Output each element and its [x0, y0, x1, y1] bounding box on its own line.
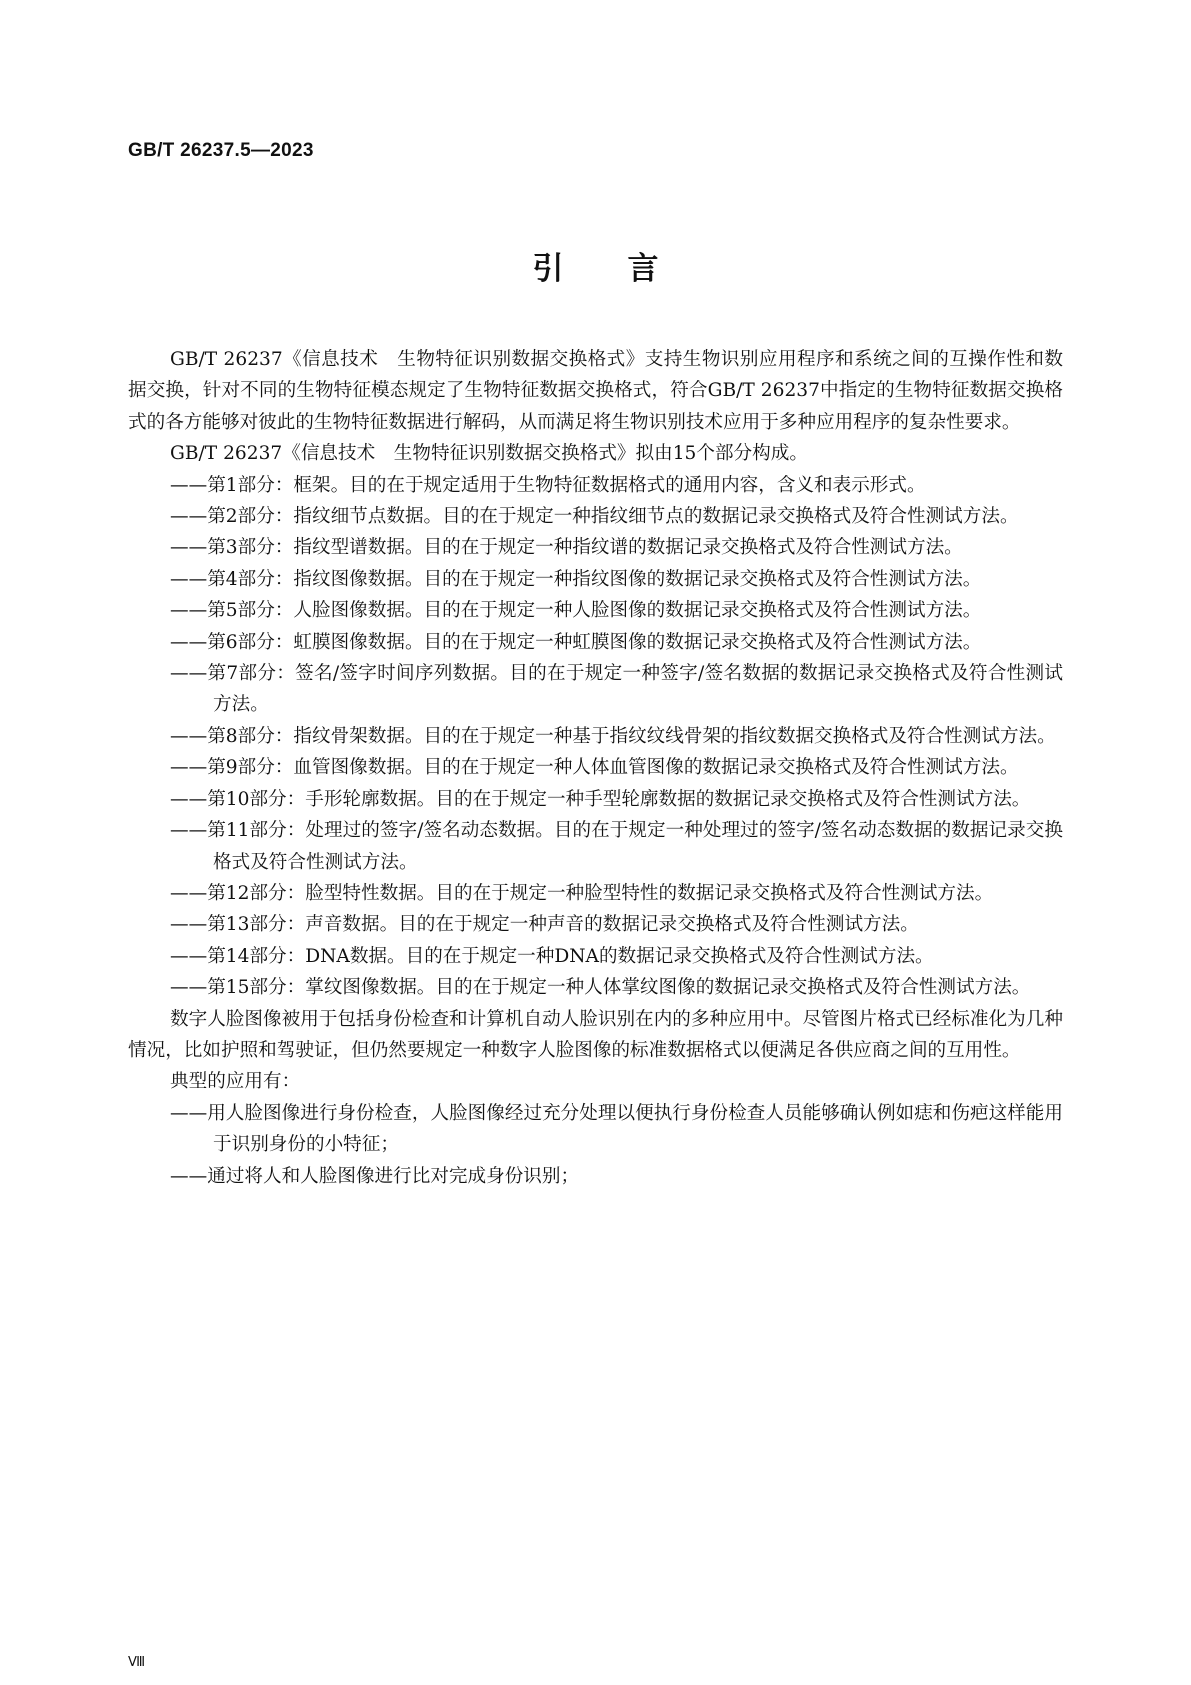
parts-intro-paragraph: GB/T 26237《信息技术 生物特征识别数据交换格式》拟由15个部分构成。 [170, 443, 808, 465]
application-item: ——通过将人和人脸图像进行比对完成身份识别； [170, 1165, 580, 1187]
part-item: ——第13部分：声音数据。目的在于规定一种声音的数据记录交换格式及符合性测试方法。 [170, 914, 919, 936]
face-usage-paragraph: 数字人脸图像被用于包括身份检查和计算机自动人脸识别在内的多种应用中。尽管图片格式已经标准化为几种情况，比如护照和驾驶证，但仍然要规定一种数字人脸图像的标准数据格式以便满足各供应商之间的互用性。 [128, 1008, 1063, 1061]
part-item: ——第10部分：手形轮廓数据。目的在于规定一种手型轮廓数据的数据记录交换格式及符合性测试方法。 [170, 788, 1031, 810]
body-content [128, 344, 1063, 1192]
part-item: ——第4部分：指纹图像数据。目的在于规定一种指纹图像的数据记录交换格式及符合性测试方法。 [170, 568, 982, 590]
part-item: ——第2部分：指纹细节点数据。目的在于规定一种指纹细节点的数据记录交换格式及符合性测试方法。 [170, 506, 1019, 528]
part-item: ——第3部分：指纹型谱数据。目的在于规定一种指纹谱的数据记录交换格式及符合性测试方法。 [170, 537, 963, 559]
part-item: ——第12部分：脸型特性数据。目的在于规定一种脸型特性的数据记录交换格式及符合性测试方法。 [170, 882, 994, 904]
part-item: ——第9部分：血管图像数据。目的在于规定一种人体血管图像的数据记录交换格式及符合性测试方法。 [170, 757, 1019, 779]
page-title: 引言 [532, 251, 723, 287]
part-item: ——第14部分：DNA数据。目的在于规定一种DNA的数据记录交换格式及符合性测试方法。 [170, 945, 934, 967]
part-item: ——第8部分：指纹骨架数据。目的在于规定一种基于指纹纹线骨架的指纹数据交换格式及符合性测试方法。 [170, 725, 1056, 747]
part-item: ——第5部分：人脸图像数据。目的在于规定一种人脸图像的数据记录交换格式及符合性测试方法。 [170, 600, 982, 622]
page-number: Ⅷ [128, 1655, 146, 1670]
part-item: ——第1部分：框架。目的在于规定适用于生物特征数据格式的通用内容，含义和表示形式。 [170, 474, 926, 496]
part-item: ——第7部分：签名/签字时间序列数据。目的在于规定一种签字/签名数据的数据记录交换格式及符合性测试方法。 [170, 663, 1063, 716]
application-item: ——用人脸图像进行身份检查，人脸图像经过充分处理以便执行身份检查人员能够确认例如痣和伤疤这样能用于识别身份的小特征； [170, 1102, 1063, 1156]
part-item: ——第11部分：处理过的签字/签名动态数据。目的在于规定一种处理过的签字/签名动态数据的数据记录交换格式及符合性测试方法。 [170, 820, 1063, 873]
typical-apps-intro: 典型的应用有： [170, 1071, 301, 1093]
intro-paragraph: GB/T 26237《信息技术 生物特征识别数据交换格式》支持生物识别应用程序和系统之间的互操作性和数据交换，针对不同的生物特征模态规定了生物特征数据交换格式，符合GB/T 26237中指定的生物特征数据交换格式的各方能够对彼此的生物特征数据进行解码，从而满足将生物识别技术应用于多种应用程序的复杂性要求。 [128, 349, 1063, 433]
part-item: ——第15部分：掌纹图像数据。目的在于规定一种人体掌纹图像的数据记录交换格式及符合性测试方法。 [170, 977, 1031, 999]
standard-code: GB/T 26237.5—2023 [128, 140, 314, 161]
part-item: ——第6部分：虹膜图像数据。目的在于规定一种虹膜图像的数据记录交换格式及符合性测试方法。 [170, 631, 982, 653]
